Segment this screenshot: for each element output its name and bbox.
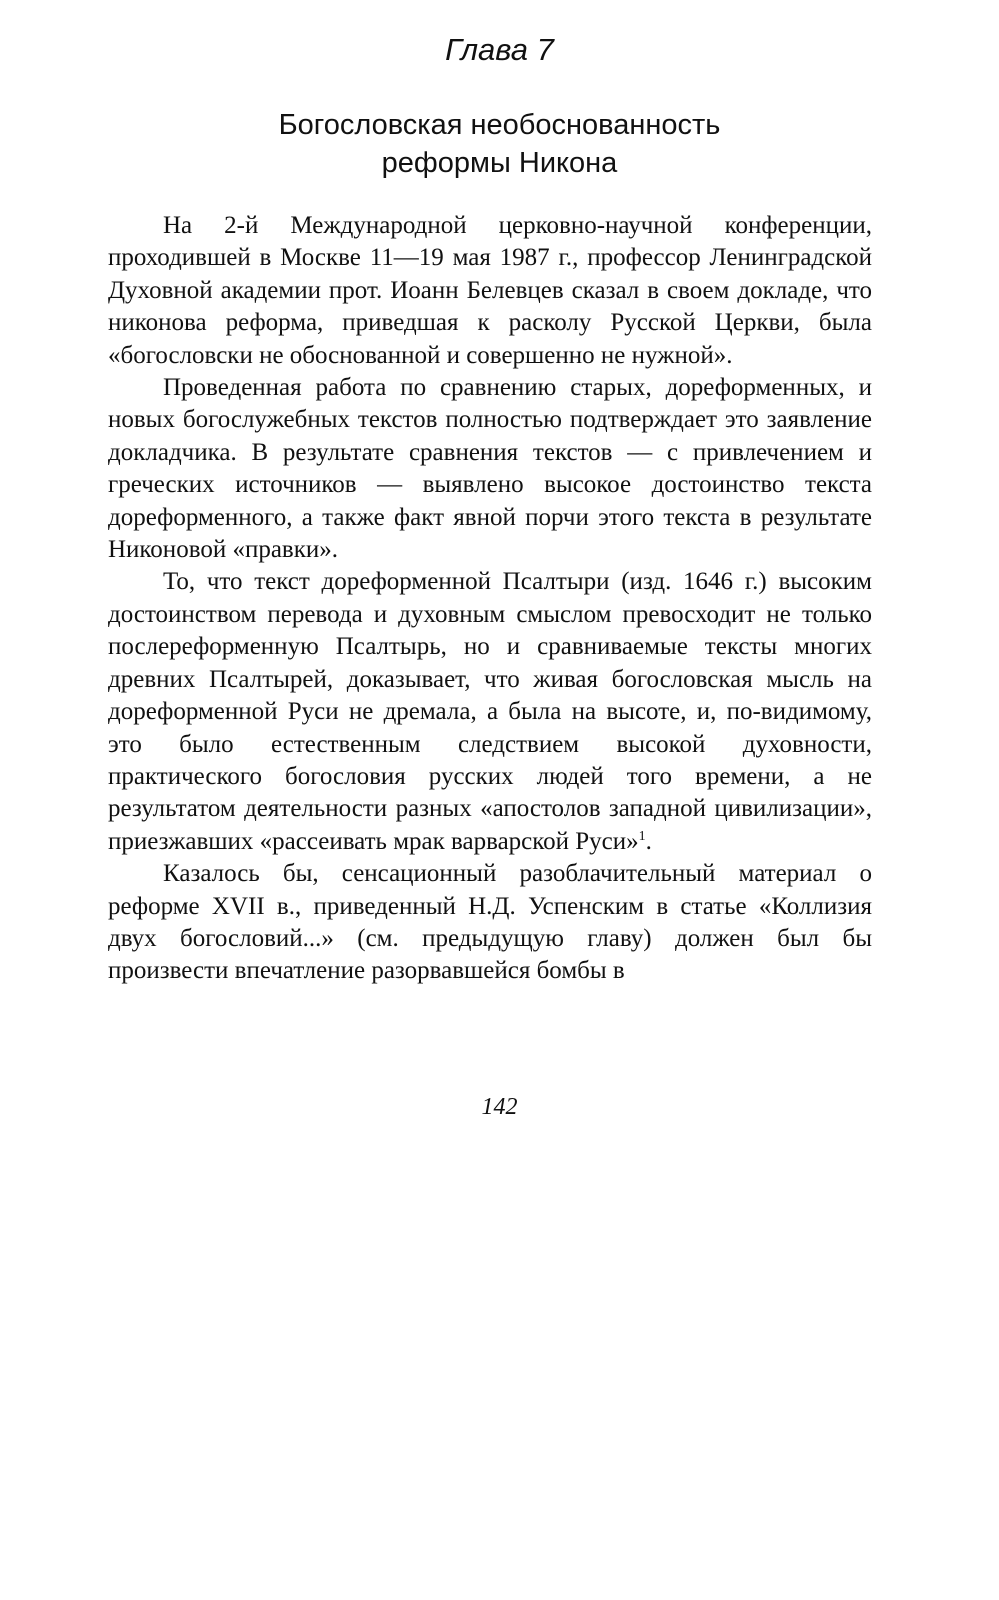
footnote-marker: 1 [638, 828, 646, 844]
chapter-label: Глава 7 [445, 32, 554, 67]
chapter-heading-line-1: Богословская необоснованность [278, 109, 721, 141]
body-text [108, 210, 872, 988]
chapter-heading [0, 106, 999, 182]
paragraph-4: Казалось бы, сенсационный разоблачительный материал о реформе XVII в., приведенный Н.Д. Успенским в статье «Коллизия двух богословий...» (см. предыдущую главу) должен был бы произвести впечатление разорвавшейся бомбы в [108, 860, 872, 985]
paragraph-1: На 2-й Международной церковно-научной конференции, проходившей в Москве 11—19 мая 1987 г., профессор Ленинградской Духовной академии прот. Иоанн Белевцев сказал в своем докладе, что никонова реформа, приведшая к расколу Русской Церкви, была «богословски не обоснованной и совершенно не нужной». [108, 212, 872, 369]
paragraph-3-text: То, что текст дореформенной Псалтыри (изд. 1646 г.) высоким достоинством перевода и духовным смыслом превосходит не только послереформенную Псалтырь, но и сравниваемые тексты многих древних Псалтырей, доказывает, что живая богословская мысль на дореформенной Руси не дремала, а была на высоте, и, по-видимому, это было естественным следствием высокой духовности, практического богословия русских людей того времени, а не результатом деятельности разных «апостолов западной цивилизации», приезжавших «рассеивать мрак варварской Руси» [108, 568, 872, 855]
paragraph-3 [108, 566, 872, 858]
chapter-heading-line-2: реформы Никона [381, 147, 618, 179]
page-number: 142 [481, 1094, 518, 1120]
paragraph-3-end: . [645, 827, 652, 855]
paragraph-2: Проведенная работа по сравнению старых, дореформенных, и новых богослужебных текстов полностью подтверждает это заявление докладчика. В результате сравнения текстов — с привлечением и греческих источников — выявлено высокое достоинство текста дореформенного, а также факт явной порчи этого текста в результате Никоновой «правки». [108, 374, 872, 564]
